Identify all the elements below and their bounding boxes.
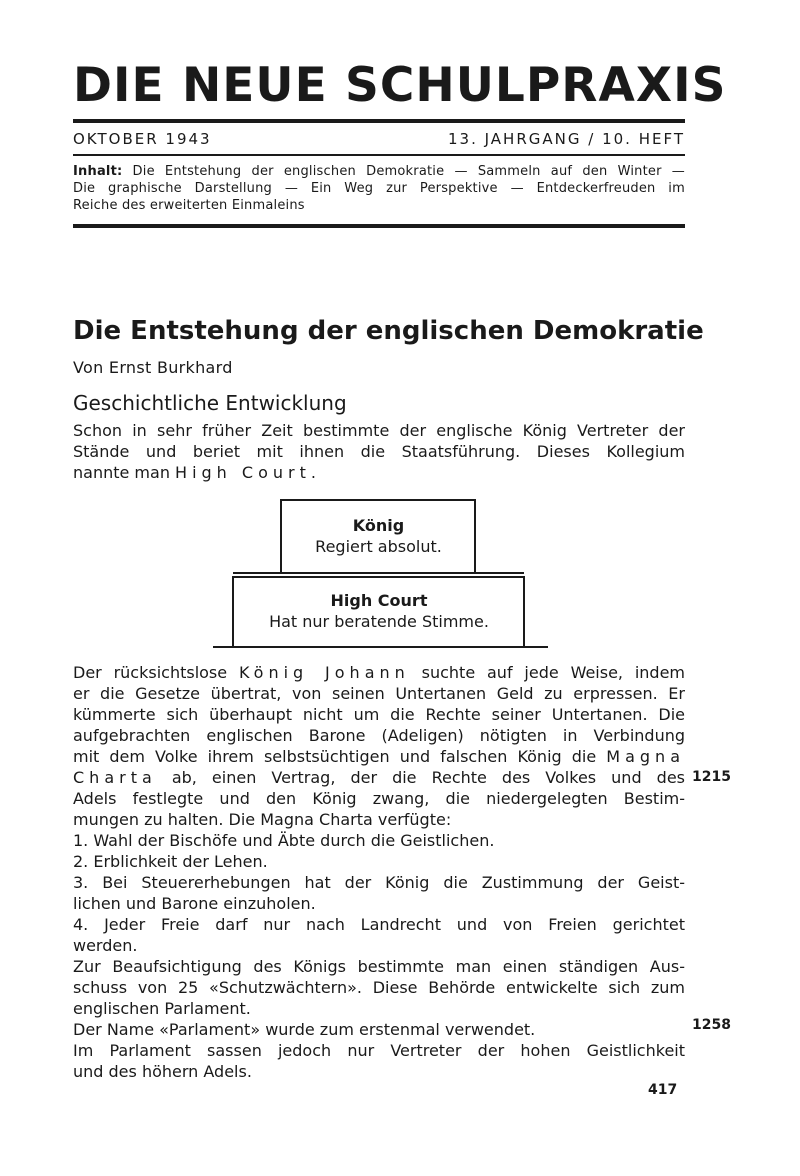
high-court-term: High Court (175, 463, 311, 482)
list-item-1: 1. Wahl der Bischöfe und Äbte durch die Geistlichen. (73, 831, 495, 850)
list-item-3-cont: lichen und Barone einzuholen. (73, 894, 316, 913)
masthead-rule (73, 119, 685, 123)
list-item-2: 2. Erblichkeit der Lehen. (73, 852, 268, 871)
body-line-1-b: suchte auf jede Weise, indem (409, 663, 686, 682)
page-number: 417 (648, 1082, 678, 1098)
body-p4-line-2: und des höhern Adels. (73, 1062, 252, 1081)
contents-line-2: Die graphische Darstellung — Ein Weg zur Perspektive — Entdeckerfreuden im (73, 181, 685, 196)
body-p4-line-1: Im Parlament sassen jedoch nur Vertreter der hohen Geistlichkeit (73, 1041, 685, 1060)
king-box-title: König (352, 516, 405, 535)
intro-line-3-text: nannte man (73, 463, 176, 482)
high-court-box (232, 590, 526, 632)
body-line-5-a: mit dem Volke ihrem selbstsüchtigen und falschen König die (73, 747, 607, 766)
body-line-1-a: Der rücksichtslose (73, 663, 239, 682)
table-of-contents (73, 163, 685, 214)
article-title: Die Entstehung der englischen Demokratie (73, 316, 704, 346)
body-line-7: Adels festlegte und den König zwang, die niedergelegten Bestim- (73, 789, 685, 808)
body-p2-line-2: schuss von 25 «Schutzwächtern». Diese Behörde entwickelte sich zum (73, 978, 685, 997)
issue-volume: 13. JAHRGANG / 10. HEFT (448, 130, 685, 148)
body-line-6-b: ab, einen Vertrag, der die Rechte des Volkes und des (156, 768, 685, 787)
body-line-2: er die Gesetze übertrat, von seinen Untertanen Geld zu erpressen. Er (73, 684, 685, 703)
section-heading: Geschichtliche Entwicklung (73, 391, 347, 415)
king-john-term: König Johann (238, 663, 410, 682)
body-line-3: kümmerte sich überhaupt nicht um die Rechte seiner Untertanen. Die (73, 705, 685, 724)
article-author: Von Ernst Burkhard (73, 358, 233, 377)
body-p3-line-1: Der Name «Parlament» wurde zum erstenmal verwendet. (73, 1020, 536, 1039)
high-court-box-text: Hat nur beratende Stimme. (269, 612, 489, 631)
list-item-4: 4. Jeder Freie darf nur nach Landrecht und von Freien gerichtet (73, 915, 685, 934)
body-line-1 (73, 662, 685, 683)
masthead-title: DIE NEUE SCHULPRAXIS (73, 58, 727, 113)
high-court-box-title: High Court (330, 591, 428, 610)
body-text (73, 662, 685, 1082)
contents-line-3: Reiche des erweiterten Einmaleins (73, 198, 305, 213)
issue-date: OKTOBER 1943 (73, 130, 212, 148)
margin-year-1258: 1258 (692, 1017, 731, 1033)
intro-line-3-end: . (310, 463, 316, 482)
charta-term: Charta (73, 768, 157, 787)
body-line-6 (73, 767, 685, 788)
issue-rule (73, 154, 685, 156)
margin-year-1215: 1215 (692, 769, 731, 785)
body-line-5 (73, 746, 685, 767)
king-box-text: Regiert absolut. (315, 537, 442, 556)
king-box (281, 515, 476, 557)
contents-label: Inhalt: (73, 164, 123, 179)
body-line-8: mungen zu halten. Die Magna Charta verfügte: (73, 810, 452, 829)
intro-paragraph (73, 420, 685, 483)
intro-line-2: Stände und beriet mit ihnen die Staatsführung. Dieses Kollegium (73, 442, 685, 461)
magna-term: Magna (606, 747, 685, 766)
body-line-4: aufgebrachten englischen Barone (Adeligen) nötigten in Verbindung (73, 726, 685, 745)
contents-rule (73, 224, 685, 228)
body-p2-line-3: englischen Parlament. (73, 999, 251, 1018)
contents-line-1: Die Entstehung der englischen Demokratie — Sammeln auf den Winter — (122, 164, 685, 179)
issue-info-row (73, 130, 685, 148)
intro-line-1: Schon in sehr früher Zeit bestimmte der englische König Vertreter der (73, 421, 685, 440)
list-item-3: 3. Bei Steuererhebungen hat der König die Zustimmung der Geist- (73, 873, 685, 892)
list-item-4-cont: werden. (73, 936, 138, 955)
intro-line-3 (73, 462, 685, 483)
body-p2-line-1: Zur Beaufsichtigung des Königs bestimmte man einen ständigen Aus- (73, 957, 685, 976)
